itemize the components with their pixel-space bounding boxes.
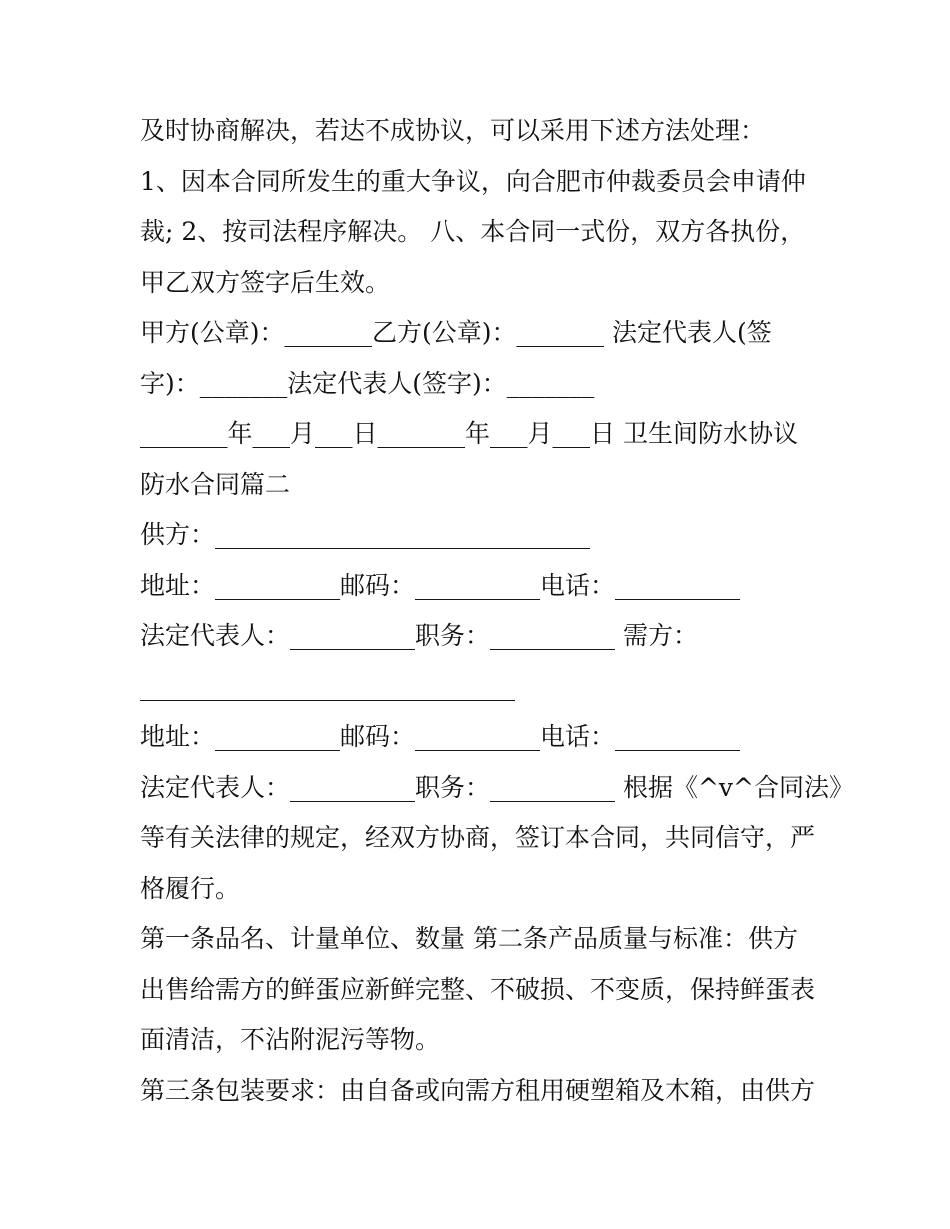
signature-line: 字)：_______法定代表人(签字)：_______ <box>140 368 595 398</box>
address-line: 地址：__________邮码：__________电话：__________ <box>140 722 741 751</box>
signature-line: 甲方(公章)：_______乙方(公章)：_______ 法定代表人(签 <box>140 318 772 347</box>
section-title: 防水合同篇二 <box>140 469 291 499</box>
text-line: 格履行。 <box>140 873 241 903</box>
text-line: 等有关法律的规定，经双方协商，签订本合同，共同信守，严 <box>140 823 816 852</box>
representative-line: 法定代表人：__________职务：__________ 需方： <box>140 621 698 650</box>
supplier-line: 供方：______________________________ <box>140 520 591 549</box>
blank-line: ______________________________ <box>140 671 515 701</box>
text-line: 出售给需方的鲜蛋应新鲜完整、不破损、不变质，保持鲜蛋表 <box>140 974 816 1004</box>
text-line: 裁; 2、按司法程序解决。 八、本合同一式份，双方各执份， <box>140 217 806 246</box>
date-line: _______年___月___日_______年___月___日 卫生间防水协议 <box>140 419 798 448</box>
text-line: 1、因本合同所发生的重大争议，向合肥市仲裁委员会申请仲 <box>140 166 806 196</box>
clause-line: 第三条包装要求：由自备或向需方租用硬塑箱及木箱，由供方 <box>140 1075 816 1105</box>
address-line: 地址：__________邮码：__________电话：__________ <box>140 570 741 600</box>
representative-line: 法定代表人：__________职务：__________ 根据《^v^合同法》 <box>140 772 854 802</box>
document-body <box>140 106 854 1116</box>
text-line: 面清洁，不沾附泥污等物。 <box>140 1025 441 1054</box>
text-line: 甲乙双方签字后生效。 <box>140 267 391 297</box>
text-line: 及时协商解决，若达不成协议，可以采用下述方法处理： <box>140 116 766 145</box>
clause-line: 第一条品名、计量单位、数量 第二条产品质量与标准：供方 <box>140 924 798 953</box>
